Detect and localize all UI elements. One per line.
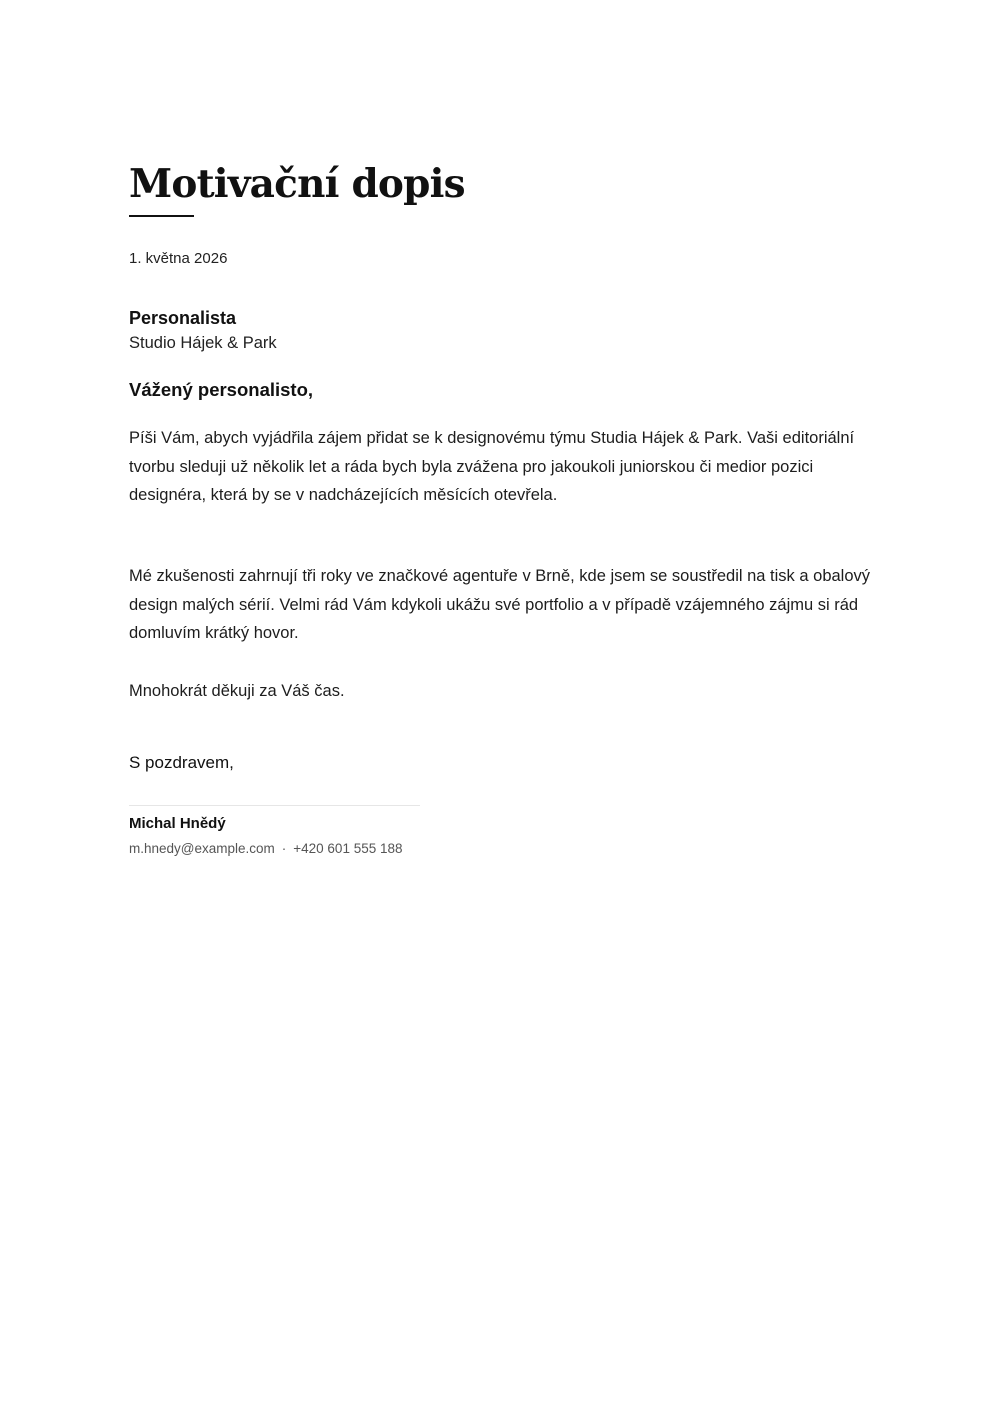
contact-separator: ·: [281, 841, 287, 856]
letter-date: 1. května 2026: [129, 250, 228, 267]
closing: S pozdravem,: [129, 753, 234, 772]
recipient-name: Personalista: [129, 308, 237, 328]
signature-contact: [129, 839, 403, 858]
signature-name: Michal Hnědý: [129, 815, 226, 832]
body-paragraph: Mé zkušenosti zahrnují tři roky ve značkové agentuře v Brně, kde jsem se soustředil na tisk a obalový design malých sérií. Velmi rád Vám kdykoli ukážu své portfolio a v případě vzájemného zájmu si rád domluvím krátký hovor.: [129, 567, 871, 643]
recipient-company: Studio Hájek & Park: [129, 334, 277, 352]
signature-email: m.hnedy@example.com: [129, 841, 275, 856]
body-paragraph: Píši Vám, abych vyjádřila zájem přidat se k designovému týmu Studia Hájek & Park. Vaši editoriální tvorbu sleduji už několik let a ráda bych byla zvážena pro jakoukoli juniorskou či medior pozici designéra, která by se v nadcházejících měsících otevřela.: [129, 429, 855, 505]
page-title: Motivační dopis: [129, 161, 465, 207]
salutation: Vážený personalisto,: [129, 379, 314, 400]
body-paragraph: Mnohokrát děkuji za Váš čas.: [129, 682, 345, 700]
title-underline: [129, 215, 194, 217]
signature-phone: +420 601 555 188: [293, 841, 403, 856]
signature-divider: [129, 805, 420, 806]
